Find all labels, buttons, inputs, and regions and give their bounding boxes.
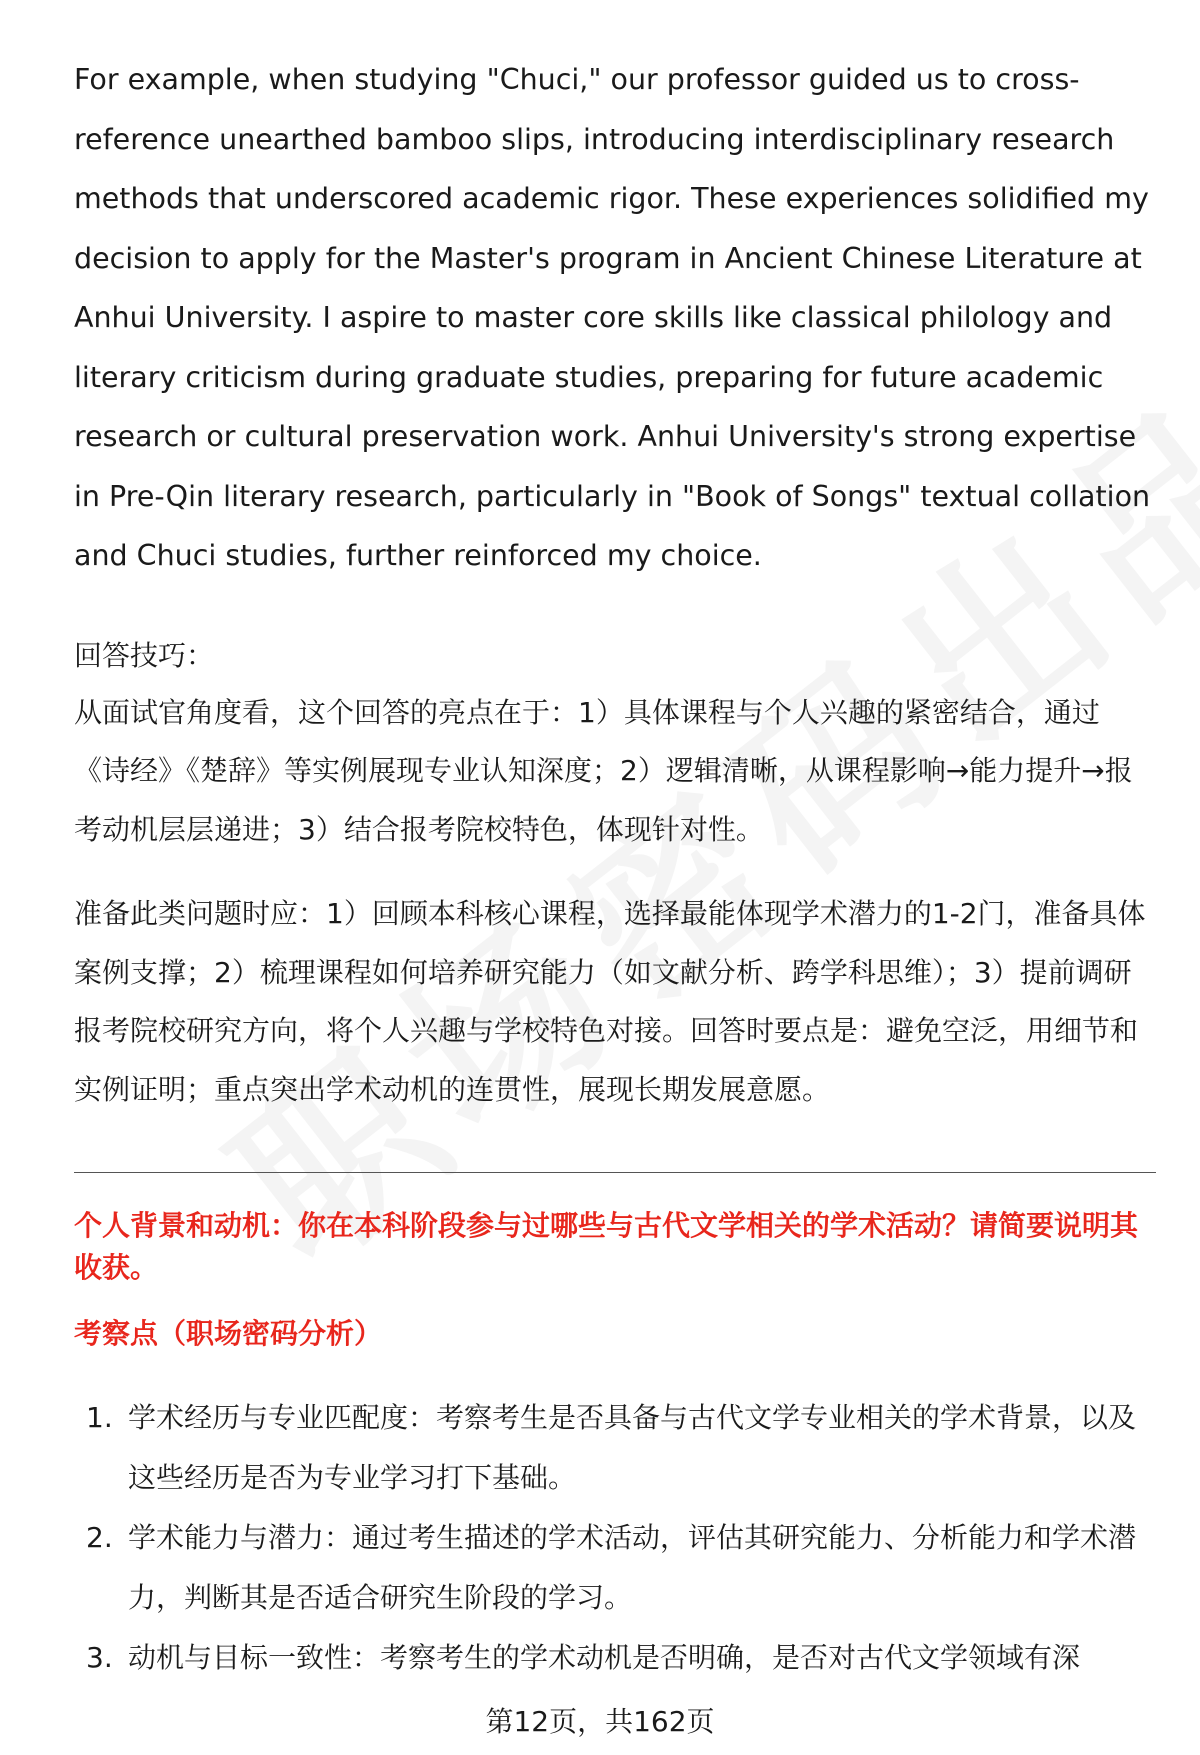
list-item <box>74 1388 1154 1508</box>
page-number: 第12页，共162页 <box>485 1705 715 1738</box>
list-item-text: 学术经历与专业匹配度：考察考生是否具备与古代文学专业相关的学术背景，以及这些经历是否为专业学习打下基础。 <box>128 1401 1137 1494</box>
tips-paragraph-2: 准备此类问题时应：1）回顾本科核心课程，选择最能体现学术潜力的1-2门，准备具体案例支撑；2）梳理课程如何培养研究能力（如文献分析、跨学科思维）；3）提前调研报考院校研究方向，将个人兴趣与学校特色对接。回答时要点是：避免空泛，用细节和实例证明；重点突出学术动机的连贯性，展现长期发展意愿。 <box>74 897 1146 1106</box>
intro-paragraph: For example, when studying "Chuci," our professor guided us to cross-reference unearthed bamboo slips, introducing interdisciplinary research methods that underscored academic rigor. These experiences solidified my decision to apply for the Master's program in Ancient Chinese Literature at Anhui University. I aspire to master core skills like classical philology and literary criticism during graduate studies, preparing for future academic research or cultural preservation work. Anhui University's strong expertise in Pre-Qin literary research, particularly in "Book of Songs" textual collation and Chuci studies, further reinforced my choice. <box>74 63 1151 572</box>
list-item-text: 动机与目标一致性：考察考生的学术动机是否明确，是否对古代文学领域有深 <box>128 1641 1081 1674</box>
assessment-points-list <box>74 1388 1154 1688</box>
list-item <box>74 1508 1154 1628</box>
question-title: 个人背景和动机：你在本科阶段参与过哪些与古代文学相关的学术活动？请简要说明其收获。 <box>74 1209 1139 1284</box>
assessment-subheading: 考察点（职场密码分析） <box>74 1317 383 1350</box>
section-divider <box>74 1172 1156 1173</box>
list-item-text: 学术能力与潜力：通过考生描述的学术活动，评估其研究能力、分析能力和学术潜力，判断其是否适合研究生阶段的学习。 <box>128 1521 1137 1614</box>
list-item-number: 1. <box>86 1401 113 1434</box>
list-item <box>74 1628 1154 1688</box>
tips-heading: 回答技巧： <box>74 638 215 672</box>
page-content <box>74 50 1154 1119</box>
list-item-number: 2. <box>86 1521 113 1554</box>
tips-paragraph-1: 从面试官角度看，这个回答的亮点在于：1）具体课程与个人兴趣的紧密结合，通过《诗经》《楚辞》等实例展现专业认知深度；2）逻辑清晰，从课程影响→能力提升→报考动机层层递进；3）结合报考院校特色，体现针对性。 <box>74 695 1133 846</box>
list-item-number: 3. <box>86 1641 113 1674</box>
